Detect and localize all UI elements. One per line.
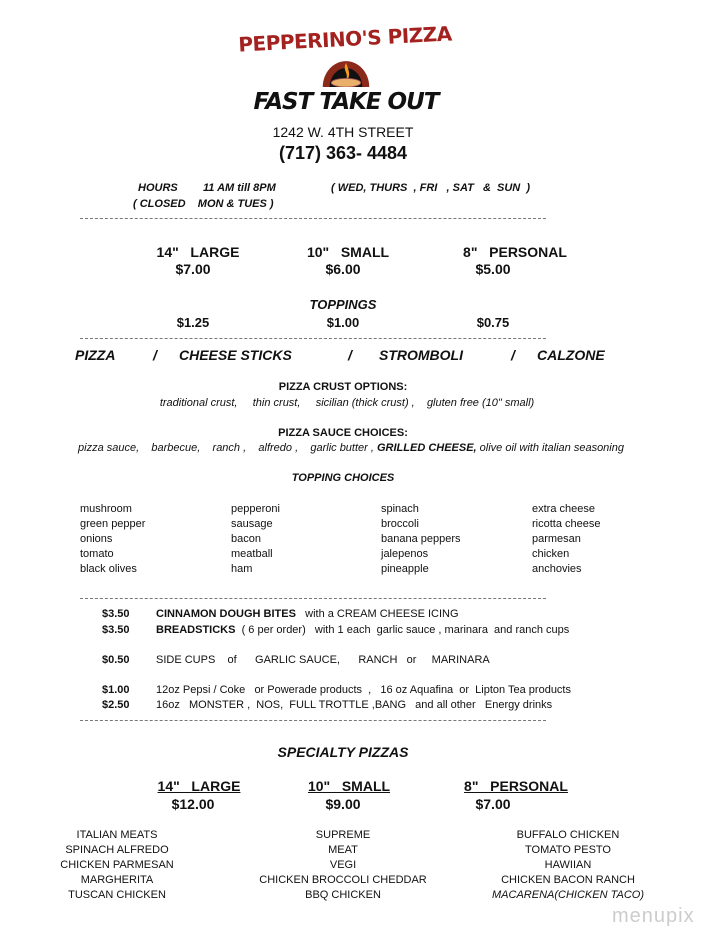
topping-item: pineapple [381, 563, 429, 575]
topping-item: spinach [381, 503, 419, 515]
crust-options: traditional crust, thin crust, sicilian (thick crust) , gluten free (10" small) [159, 397, 535, 409]
specialty-pizza-item: SPINACH ALFREDO [65, 844, 169, 856]
subtitle: FAST TAKE OUT [253, 89, 439, 115]
specialty-pizza-item: HAWIIAN [544, 859, 592, 871]
pizza-oven-logo-icon [315, 56, 377, 87]
extra-price: $3.50 [102, 608, 130, 620]
divider [80, 598, 546, 599]
price-large: $7.00 [175, 261, 211, 277]
sauce-olive-oil: olive oil with italian seasoning [476, 442, 624, 454]
topping-price-small: $1.00 [326, 315, 360, 330]
phone[interactable]: (717) 363- 4484 [278, 143, 408, 163]
topping-item: anchovies [532, 563, 582, 575]
extra-price: $0.50 [102, 654, 130, 666]
specialty-size-small: 10" SMALL [307, 778, 391, 794]
toppings-label: TOPPINGS [309, 297, 377, 312]
crust-heading: PIZZA CRUST OPTIONS: [278, 381, 408, 393]
extra-description [156, 654, 490, 666]
specialty-size-large: 14" LARGE [157, 778, 241, 794]
price-personal: $5.00 [475, 261, 511, 277]
category-cheese-sticks: CHEESE STICKS [179, 347, 292, 363]
specialty-price-small: $9.00 [325, 796, 361, 812]
topping-price-personal: $0.75 [476, 315, 510, 330]
sauce-heading: PIZZA SAUCE CHOICES: [278, 427, 408, 439]
category-pizza: PIZZA [75, 347, 116, 363]
divider [80, 720, 546, 721]
category-separator: / [348, 347, 352, 363]
specialty-price-personal: $7.00 [475, 796, 511, 812]
extra-description [156, 699, 552, 711]
topping-item: extra cheese [532, 503, 595, 515]
specialty-pizza-item: BUFFALO CHICKEN [516, 829, 620, 841]
topping-item: pepperoni [231, 503, 280, 515]
specialty-pizza-item: MARGHERITA [80, 874, 154, 886]
specialty-pizza-item: ITALIAN MEATS [76, 829, 158, 841]
category-separator: / [511, 347, 515, 363]
extra-price: $1.00 [102, 684, 130, 696]
topping-item: chicken [532, 548, 570, 560]
topping-item: black olives [80, 563, 137, 575]
specialty-pizza-item: VEGI [329, 859, 357, 871]
divider [80, 218, 546, 219]
extra-description [156, 608, 459, 620]
size-large: 14" LARGE [156, 244, 240, 260]
extra-detail: SIDE CUPS of GARLIC SAUCE, RANCH or MARINARA [156, 654, 490, 666]
sauce-options [78, 442, 624, 454]
extra-description [156, 684, 571, 696]
topping-item: ricotta cheese [532, 518, 601, 530]
topping-item: broccoli [381, 518, 419, 530]
topping-item: parmesan [532, 533, 581, 545]
hours-label: HOURS [138, 182, 178, 194]
hours-closed: ( CLOSED MON & TUES ) [133, 198, 274, 210]
specialty-pizza-item: MEAT [328, 844, 358, 856]
topping-item: green pepper [80, 518, 146, 530]
specialty-price-large: $12.00 [171, 796, 215, 812]
address: 1242 W. 4TH STREET [272, 124, 414, 140]
hours-time: 11 AM till 8PM [203, 182, 276, 194]
topping-item: mushroom [80, 503, 132, 515]
specialty-pizza-item: CHICKEN BROCCOLI CHEDDAR [259, 874, 427, 886]
specialty-heading: SPECIALTY PIZZAS [277, 744, 409, 760]
extra-name: CINNAMON DOUGH BITES [156, 608, 296, 620]
specialty-pizza-item: CHICKEN PARMESAN [60, 859, 174, 871]
specialty-pizza-item: MACARENA(CHICKEN TACO) [492, 889, 644, 901]
specialty-size-personal: 8" PERSONAL [464, 778, 568, 794]
extra-detail: 12oz Pepsi / Coke or Powerade products , 16 oz Aquafina or Lipton Tea products [156, 684, 571, 696]
sauce-list: pizza sauce, barbecue, ranch , alfredo , garlic butter , [78, 442, 377, 454]
topping-item: ham [231, 563, 253, 575]
topping-choices-heading: TOPPING CHOICES [291, 472, 395, 484]
topping-item: jalepenos [381, 548, 429, 560]
specialty-pizza-item: TOMATO PESTO [525, 844, 611, 856]
topping-item: banana peppers [381, 533, 461, 545]
topping-item: bacon [231, 533, 261, 545]
sauce-grilled-cheese: GRILLED CHEESE, [376, 442, 477, 454]
specialty-pizza-item: TUSCAN CHICKEN [68, 889, 166, 901]
topping-item: onions [80, 533, 113, 545]
size-personal: 8" PERSONAL [463, 244, 567, 260]
topping-item: meatball [231, 548, 273, 560]
topping-item: tomato [80, 548, 114, 560]
category-stromboli: STROMBOLI [379, 347, 463, 363]
specialty-pizza-item: SUPREME [315, 829, 371, 841]
divider [80, 338, 546, 339]
extra-price: $3.50 [102, 624, 130, 636]
extra-detail: ( 6 per order) with 1 each garlic sauce , marinara and ranch cups [235, 624, 570, 636]
extra-description [156, 624, 569, 636]
watermark: menupix [612, 905, 695, 927]
specialty-pizza-item: BBQ CHICKEN [305, 889, 381, 901]
hours-days: ( WED, THURS , FRI , SAT & SUN ) [331, 182, 531, 194]
extra-detail: with a CREAM CHEESE ICING [295, 608, 459, 620]
topping-item: sausage [231, 518, 273, 530]
extra-price: $2.50 [102, 699, 130, 711]
extra-detail: 16oz MONSTER , NOS, FULL TROTTLE ,BANG and all other Energy drinks [156, 699, 553, 711]
topping-price-large: $1.25 [176, 315, 210, 330]
price-small: $6.00 [325, 261, 361, 277]
extra-name: BREADSTICKS [156, 624, 236, 636]
category-calzone: CALZONE [537, 347, 605, 363]
size-small: 10" SMALL [306, 244, 390, 260]
category-separator: / [153, 347, 157, 363]
logo-title: PEPPERINO'S PIZZA [237, 21, 453, 57]
specialty-pizza-item: CHICKEN BACON RANCH [501, 874, 635, 886]
